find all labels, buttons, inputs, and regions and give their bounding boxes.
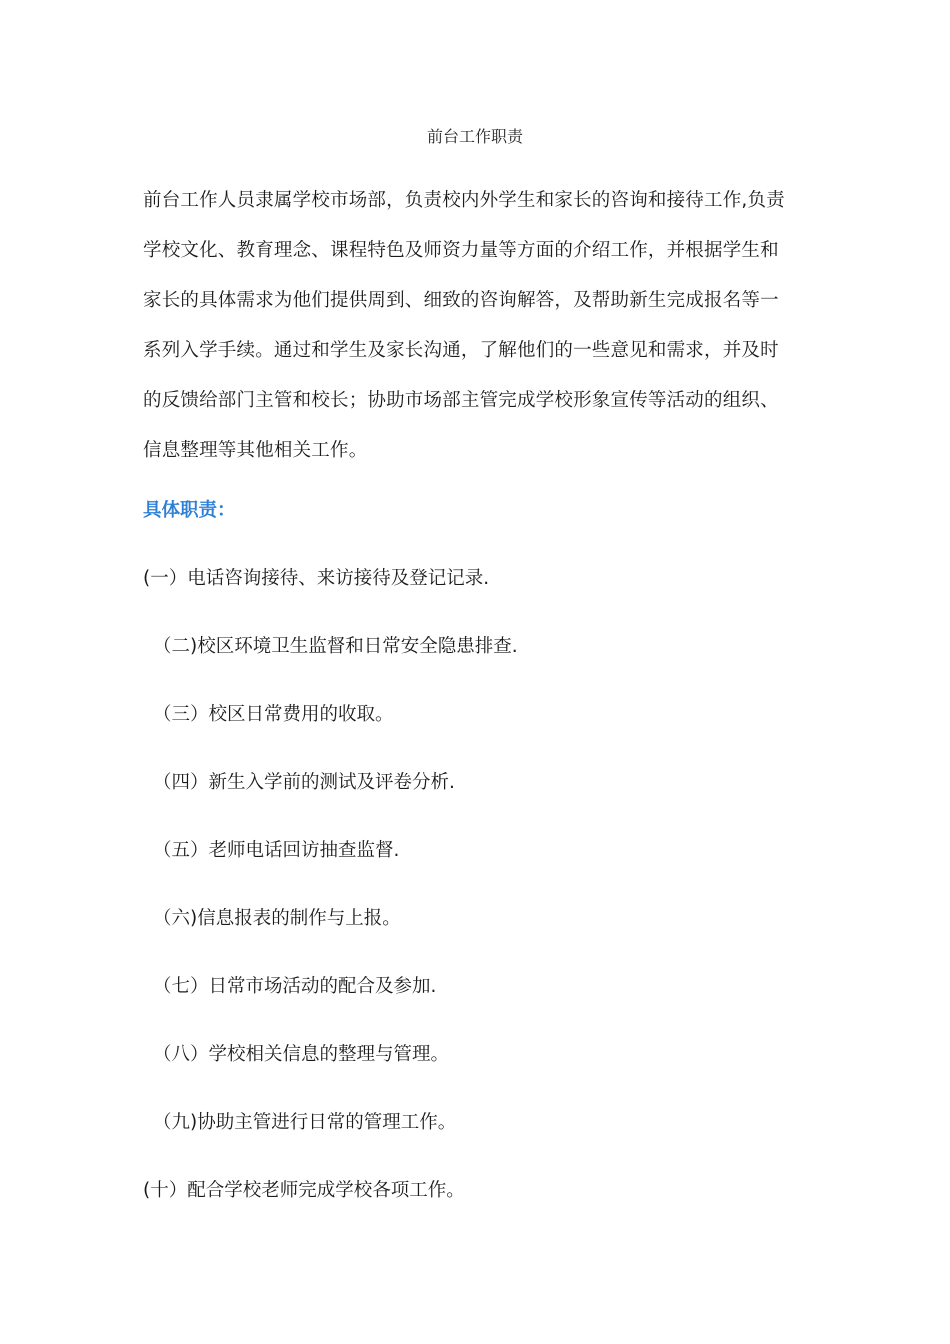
- duty-item: （二)校区环境卫生监督和日常安全隐患排查.: [153, 636, 518, 657]
- duty-item: （四）新生入学前的测试及评卷分析.: [153, 772, 455, 793]
- duties-list: [143, 562, 843, 1242]
- intro-line: 前台工作人员隶属学校市场部，负责校内外学生和家长的咨询和接待工作,负责: [143, 190, 785, 211]
- duty-item: (一）电话咨询接待、来访接待及登记记录.: [143, 568, 490, 589]
- duty-item: （三）校区日常费用的收取。: [153, 704, 394, 725]
- intro-line: 家长的具体需求为他们提供周到、细致的咨询解答，及帮助新生完成报名等一: [143, 290, 779, 311]
- intro-paragraph: [143, 176, 808, 476]
- duty-item: （八）学校相关信息的整理与管理。: [153, 1044, 450, 1065]
- duty-item: （五）老师电话回访抽查监督.: [153, 840, 400, 861]
- section-heading: 具体职责：: [143, 500, 236, 521]
- page-title: 前台工作职责: [426, 127, 523, 146]
- intro-line: 信息整理等其他相关工作。: [143, 440, 368, 461]
- intro-line: 系列入学手续。通过和学生及家长沟通，了解他们的一些意见和需求，并及时: [143, 340, 779, 361]
- intro-line: 学校文化、教育理念、课程特色及师资力量等方面的介绍工作，并根据学生和: [143, 240, 779, 261]
- duty-item: （六)信息报表的制作与上报。: [153, 908, 401, 929]
- duty-item: （七）日常市场活动的配合及参加.: [153, 976, 437, 997]
- intro-line: 的反馈给部门主管和校长；协助市场部主管完成学校形象宣传等活动的组织、: [143, 390, 779, 411]
- duty-item: (十）配合学校老师完成学校各项工作。: [143, 1180, 465, 1201]
- duty-item: （九)协助主管进行日常的管理工作。: [153, 1112, 457, 1133]
